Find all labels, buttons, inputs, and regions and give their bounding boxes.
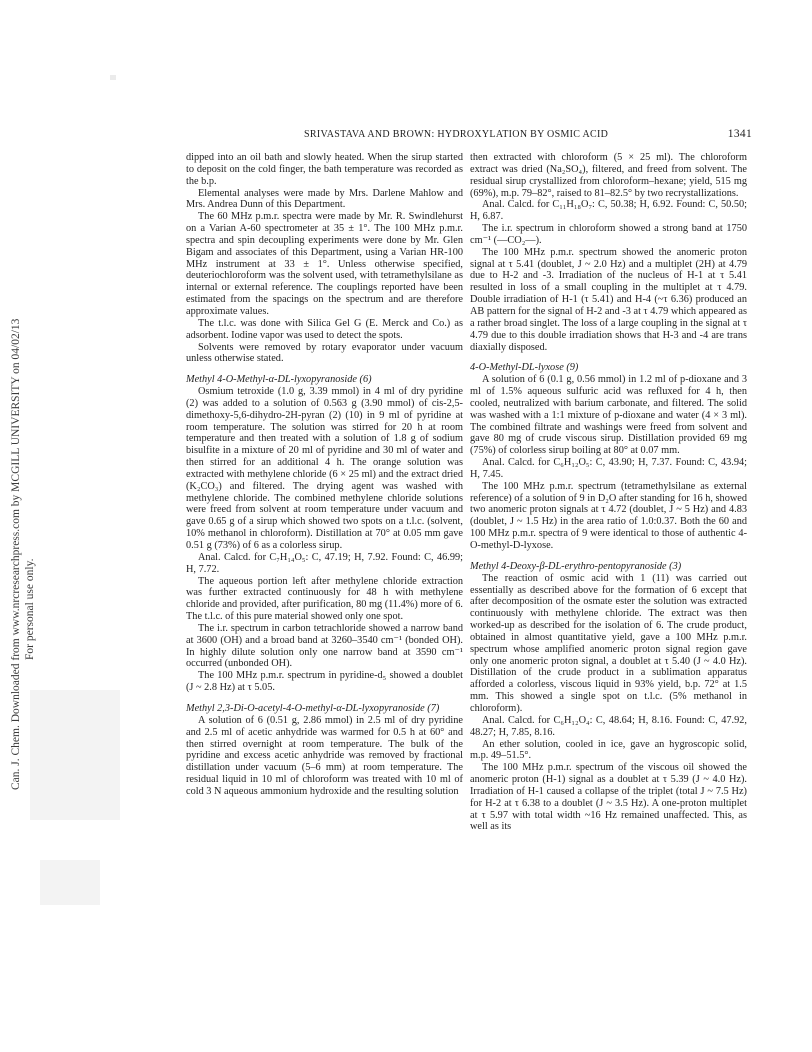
body-paragraph: dipped into an oil bath and slowly heated. When the sirup started to deposit on the cold finger, the bath temperature was recorded as the b.p. (186, 152, 463, 187)
left-column (186, 152, 463, 798)
body-paragraph: An ether solution, cooled in ice, gave an hygroscopic solid, m.p. 49–51.5°. (470, 738, 747, 762)
body-paragraph: then extracted with chloroform (5 × 25 ml). The chloroform extract was dried (Na₂SO₄), filtered, and freed from solvent. The residual sirup crystallized from chloroform–hexane; yield, 515 mg (69%), m.p. 79–82°, raised to 81–82.5° by two recrystallizations. (470, 152, 747, 199)
section-heading: Methyl 2,3-Di-O-acetyl-4-O-methyl-α-DL-lyxopyranoside (7) (186, 702, 440, 714)
body-paragraph: The i.r. spectrum in carbon tetrachloride showed a narrow band at 3600 (OH) and a broad band at 3260–3540 cm⁻¹ (bonded OH). In highly dilute solution only one narrow band at 3590 cm⁻¹ occurred (unbonded OH). (186, 622, 463, 670)
watermark-line-source: Can. J. Chem. Downloaded from www.nrcresearchpress.com by MCGILL UNIVERSITY on 04/02/13 (10, 318, 22, 790)
body-paragraph: The 100 MHz p.m.r. spectrum (tetramethylsilane as external reference) of a solution of 9 in D₂O after standing for 16 h, showed two anomeric proton signals at τ 4.72 (doublet, J ~ 5 Hz) and 4.83 (doublet, J ~ 1.5 Hz) in the area ratio of 1.0:0.37. Both the 60 and 100 MHz p.m.r. spectra of 9 were identical to those of authentic 4-O-methyl-D-lyxose. (470, 480, 747, 551)
scan-speckle (110, 75, 116, 80)
section-gap (186, 694, 463, 703)
body-paragraph: Anal. Calcd. for C₁₁H₁₈O₇: C, 50.38; H, 6.92. Found: C, 50.50; H, 6.87. (470, 199, 747, 223)
watermark-line-usage: For personal use only. (24, 558, 36, 660)
running-title: SRIVASTAVA AND BROWN: HYDROXYLATION BY OSMIC ACID (304, 129, 609, 140)
body-paragraph: The 100 MHz p.m.r. spectrum showed the anomeric proton signal at τ 5.41 (doublet, J ~ 2.0 Hz) and a multiplet (2H) at 4.79 due to H-2 and -3. Irradiation of the nucleus of H-1 at τ 5.41 resulted in loss of a small coupling in the multiplet at τ 4.79. Double irradiation of H-1 (τ 5.41) and H-4 (~τ 6.36) produced an AB pattern for the signal of H-2 and -3 at τ 4.79 which appeared as a rather broad singlet. The loss of a large coupling in the signal at τ 4.79 due to this double irradiation shows that H-3 and -4 are trans diaxially disposed. (470, 246, 747, 353)
section-gap (186, 365, 463, 374)
section-gap (470, 552, 747, 561)
right-column (470, 152, 747, 833)
body-paragraph: The 100 MHz p.m.r. spectrum of the viscous oil showed the anomeric proton (H-1) signal as a doublet at τ 5.39 (J ~ 4.0 Hz). Irradiation of H-1 caused a collapse of the triplet (total J ~ 7.5 Hz) for H-2 at τ 6.38 to a doublet (J ~ 3.5 Hz). A one-proton multiplet at τ 5.97 with total width ~16 Hz remained unaffected. This, as well as its (470, 762, 747, 833)
section-heading: Methyl 4-O-Methyl-α-DL-lyxopyranoside (6) (186, 374, 372, 386)
section-heading: Methyl 4-Deoxy-β-DL-erythro-pentopyranoside (3) (470, 560, 682, 572)
body-paragraph: Anal. Calcd. for C₇H₁₄O₅: C, 47.19; H, 7.92. Found: C, 46.99; H, 7.72. (186, 551, 463, 575)
body-paragraph: The 100 MHz p.m.r. spectrum in pyridine-d₅ showed a doublet (J ~ 2.8 Hz) at τ 5.05. (186, 670, 463, 694)
body-paragraph: A solution of 6 (0.1 g, 0.56 mmol) in 1.2 ml of p-dioxane and 3 ml of 1.5% aqueous sulfuric acid was refluxed for 4 h, then cooled, neutralized with barium carbonate, and filtered. The solid was washed with a 1:1 mixture of p-dioxane and water (4 × 3 ml). The combined filtrate and washings were freed from solvent and gave 80 mg of crude viscous sirup. Distillation provided 69 mg (75%) of colorless sirup boiling at 80° at 0.07 mm. (470, 374, 747, 457)
body-paragraph: The 60 MHz p.m.r. spectra were made by Mr. R. Swindlehurst on a Varian A-60 spectrometer at 35 ± 1°. The 100 MHz p.m.r. spectra and spin decoupling experiments were done by Mr. Glen Bigam and associates of this Department, using a Varian HR-100 MHz instrument at 33 ± 1°. Unless otherwise specified, deuteriochloroform was the solvent used, with tetramethylsilane as internal or external reference. The couplings reported have been estimated from the spacings on the spectrum and are therefore approximate values. (186, 211, 463, 317)
body-paragraph: A solution of 6 (0.51 g, 2.86 mmol) in 2.5 ml of dry pyridine and 2.5 ml of acetic anhydride was warmed for 0.5 h at 60° and then stirred overnight at room temperature. The bulk of the pyridine and excess acetic anhydride was removed by fractional distillation under vacuum (5–6 mm) at room temperature. The residual liquid in 10 ml of chloroform was treated with 10 ml of cold 3 N aqueous ammonium hydroxide and the resulting solution (186, 714, 463, 797)
body-paragraph: Anal. Calcd. for C₆H₁₂O₄: C, 48.64; H, 8.16. Found: C, 47.92, 48.27; H, 7.85, 8.16. (470, 714, 747, 738)
section-heading: 4-O-Methyl-DL-lyxose (9) (470, 362, 579, 374)
body-paragraph: The aqueous portion left after methylene chloride extraction was further extracted continuously for 48 h with methylene chloride and provided, after purification, 80 mg (11.4%) more of 6. The t.l.c. of this pure material showed only one spot. (186, 575, 463, 623)
body-paragraph: Anal. Calcd. for C₆H₁₂O₅: C, 43.90; H, 7.37. Found: C, 43.94; H, 7.45. (470, 457, 747, 480)
body-paragraph: Osmium tetroxide (1.0 g, 3.39 mmol) in 4 ml of dry pyridine (2) was added to a solution of 0.563 g (3.90 mmol) of cis-2,5-dimethoxy-5,6-dihydro-2H-pyran (2) (10) in 9 ml of pyridine at room temperature. The solution was stirred for 20 h at room temperature and then treated with a solution of 1.8 g of sodium bisulfite in a mixture of 20 ml of pyridine and 30 ml of water and then stirred for an additional 4 h. The orange solution was extracted with methylene chloride (6 × 25 ml) and the extract dried (K₂CO₃) and filtered. The drying agent was washed with methylene chloride. The combined methylene chloride solutions were freed from solvent at room temperature under vacuum and gave 0.65 g of a sirup which showed two spots on a t.l.c. (solvent, 10% methanol in chloroform). Distillation at 70° at 0.05 mm gave 0.51 g (73%) of 6 as a colorless sirup. (186, 386, 463, 551)
section-gap (470, 353, 747, 362)
body-paragraph: Elemental analyses were made by Mrs. Darlene Mahlow and Mrs. Andrea Dunn of this Department. (186, 187, 463, 211)
body-paragraph: Solvents were removed by rotary evaporator under vacuum unless otherwise stated. (186, 341, 463, 365)
page-number: 1341 (727, 128, 752, 140)
scan-speckle (40, 860, 100, 905)
body-paragraph: The reaction of osmic acid with 1 (11) was carried out essentially as described above for the formation of 6 except that after decomposition of the osmate ester the solution was extracted continuously with methylene chloride. The extract was then worked-up as described for the isolation of 6. The crude product, obtained in almost quantitative yield, gave a 100 MHz p.m.r. spectrum whose amplified anomeric proton signal region gave only one anomeric proton signal, a doublet at τ 5.40 (J ~ 4.0 Hz). Distillation of the crude product in a sublimation apparatus afforded a colorless, viscous liquid in 93% yield, b.p. 72° at 1.5 mm. This showed a single spot on t.l.c. (5% methanol in chloroform). (470, 572, 747, 714)
body-paragraph: The t.l.c. was done with Silica Gel G (E. Merck and Co.) as adsorbent. Iodine vapor was used to detect the spots. (186, 317, 463, 341)
body-paragraph: The i.r. spectrum in chloroform showed a strong band at 1750 cm⁻¹ (—CO₂—). (470, 223, 747, 246)
download-watermark (6, 70, 46, 790)
